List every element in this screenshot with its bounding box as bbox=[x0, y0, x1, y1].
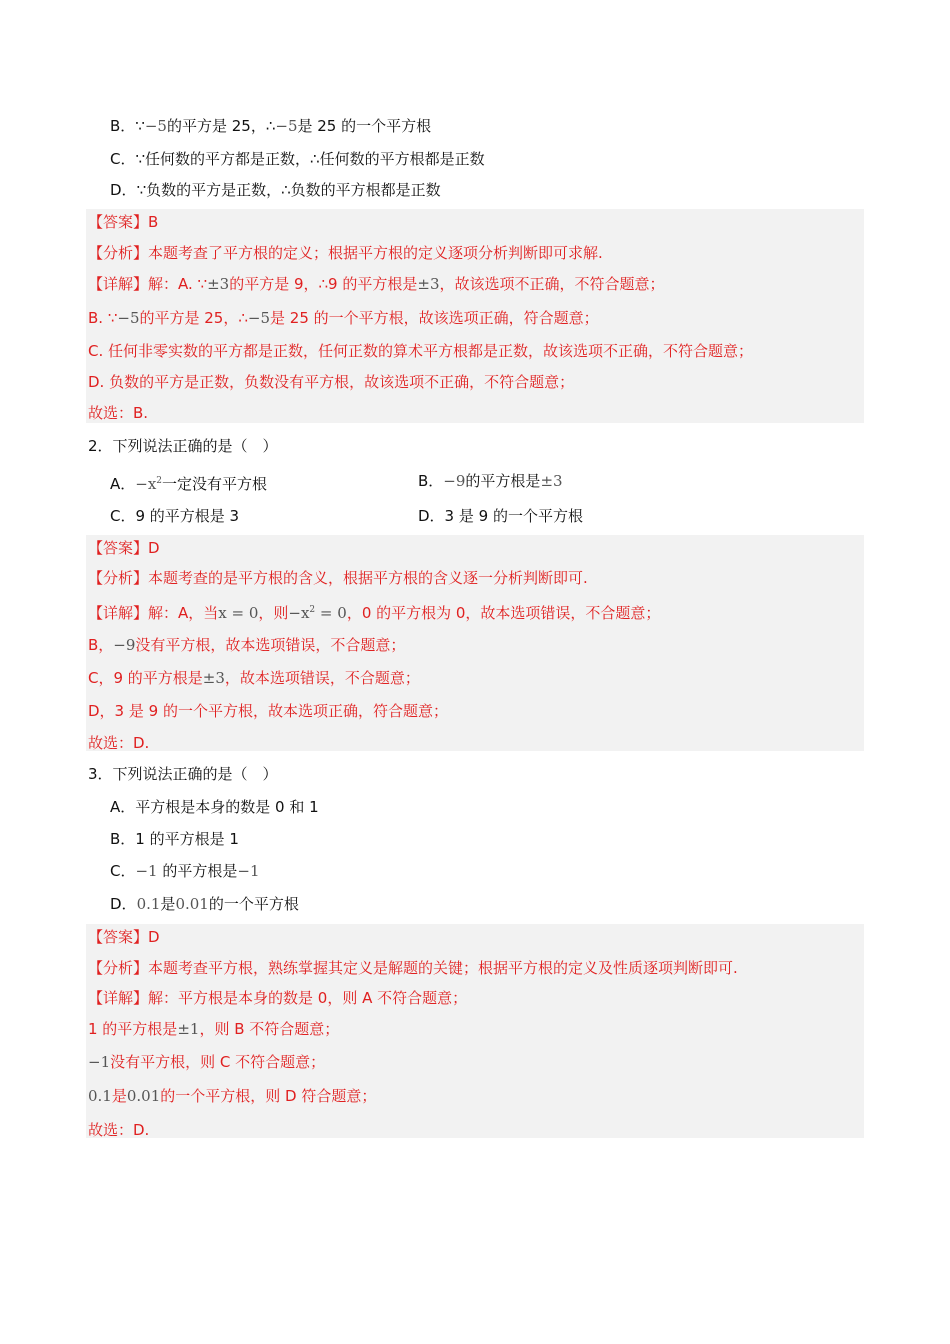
q2-option-a: A．$-x^2$一定没有平方根 bbox=[110, 475, 268, 493]
q1-analysis: 【分析】本题考查了平方根的定义；根据平方根的定义逐项分析判断即可求解. bbox=[88, 244, 603, 262]
q2-detail-c: C，9 的平方根是±3，故本选项错误，不合题意； bbox=[88, 669, 420, 687]
q1-detail-c: C. 任何非零实数的平方都是正数，任何正数的算术平方根都是正数，故该选项不正确，不符合题意； bbox=[88, 342, 754, 360]
q3-answer: 【答案】D bbox=[88, 928, 160, 946]
q2-stem: 2．下列说法正确的是（ ） bbox=[88, 437, 278, 455]
q3-choice: 故选：D. bbox=[88, 1121, 150, 1139]
q1-option-c: C．∵任何数的平方都是正数，∴任何数的平方根都是正数 bbox=[110, 150, 485, 168]
math-expression: −5 bbox=[144, 117, 167, 135]
math-expression: −5 bbox=[275, 117, 298, 135]
option-label: B． bbox=[110, 117, 136, 135]
q1-option-b: B．∵−5的平方是 25，∴−5是 25 的一个平方根 bbox=[110, 117, 432, 135]
q3-detail: 【详解】解：平方根是本身的数是 0，则 A 不符合题意； bbox=[88, 989, 468, 1007]
q3-detail-d: 0.1是0.01的一个平方根，则 D 符合题意； bbox=[88, 1087, 377, 1105]
q2-detail: 【详解】解：A，当x = 0，则$-x^2 = 0$，0 的平方根为 0，故本选项错误，不合题意； bbox=[88, 604, 661, 622]
q2-detail-b: B，−9没有平方根，故本选项错误，不合题意； bbox=[88, 636, 406, 654]
q2-choice: 故选：D. bbox=[88, 734, 150, 752]
q3-option-d: D．0.1是0.01的一个平方根 bbox=[110, 895, 299, 913]
q2-detail-d: D，3 是 9 的一个平方根，故本选项正确，符合题意； bbox=[88, 702, 448, 720]
q2-option-b: B．−9的平方根是±3 bbox=[418, 472, 563, 490]
q3-detail-b: 1 的平方根是±1，则 B 不符合题意； bbox=[88, 1020, 340, 1038]
q1-choice: 故选：B. bbox=[88, 404, 149, 422]
q3-analysis: 【分析】本题考查平方根，熟练掌握其定义是解题的关键；根据平方根的定义及性质逐项判断即可. bbox=[88, 959, 738, 977]
q2-option-c: C．9 的平方根是 3 bbox=[110, 507, 240, 525]
q3-detail-c: −1没有平方根，则 C 不符合题意； bbox=[88, 1053, 326, 1071]
q2-analysis: 【分析】本题考查的是平方根的含义，根据平方根的含义逐一分析判断即可. bbox=[88, 569, 588, 587]
q1-option-d: D．∵负数的平方是正数，∴负数的平方根都是正数 bbox=[110, 181, 441, 199]
q1-detail: 【详解】解：A. ∵±3的平方是 9，∴9 的平方根是±3，故该选项不正确，不符合题意； bbox=[88, 275, 665, 293]
q2-answer: 【答案】D bbox=[88, 539, 160, 557]
q3-option-c: C．−1 的平方根是−1 bbox=[110, 862, 260, 880]
q2-option-d: D．3 是 9 的一个平方根 bbox=[418, 507, 583, 525]
q3-stem: 3．下列说法正确的是（ ） bbox=[88, 765, 278, 783]
q3-option-a: A．平方根是本身的数是 0 和 1 bbox=[110, 798, 319, 816]
q3-option-b: B．1 的平方根是 1 bbox=[110, 830, 239, 848]
q1-detail-b: B. ∵−5的平方是 25，∴−5是 25 的一个平方根，故该选项正确，符合题意； bbox=[88, 309, 599, 327]
q1-answer: 【答案】B bbox=[88, 213, 159, 231]
q1-detail-d: D. 负数的平方是正数，负数没有平方根，故该选项不正确，不符合题意； bbox=[88, 373, 575, 391]
